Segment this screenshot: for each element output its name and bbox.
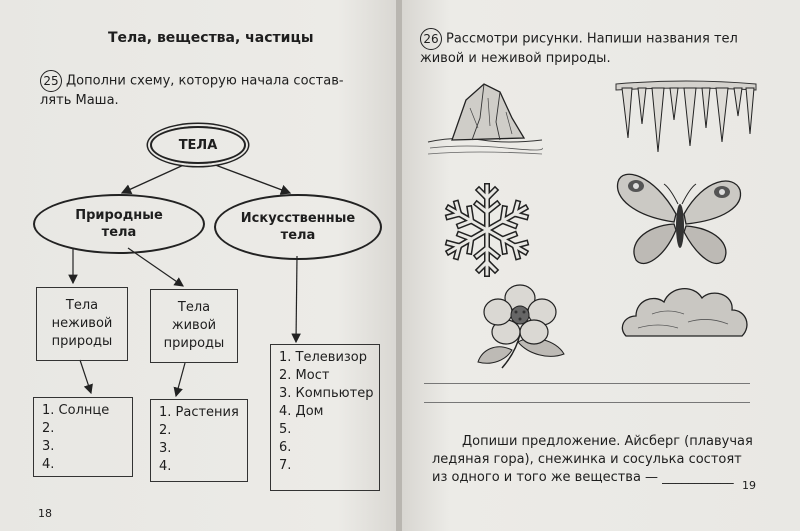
task-25-line2: лять Маша. [40, 93, 119, 108]
nonliving-nature-box [36, 287, 128, 361]
cloud-picture [618, 278, 752, 346]
sentence-line3: из одного и того же вещества — ___________ [432, 470, 734, 485]
task-25-text [40, 70, 344, 92]
list-item: 3. [159, 441, 172, 456]
answer-line[interactable] [424, 402, 750, 403]
nonliving-label-3: природы [51, 334, 113, 349]
list-item: 2. Мост [279, 368, 330, 383]
page-number-left: 18 [38, 507, 52, 520]
list-item: 3. [42, 439, 55, 454]
page-title: Тела, вещества, частицы [108, 30, 314, 46]
list-item: 3. Компьютер [279, 386, 374, 401]
list-item: 2. [42, 421, 55, 436]
artificial-bodies-oval [214, 194, 382, 260]
living-label-3: природы [163, 336, 225, 351]
right-page [402, 0, 800, 531]
living-list-box [150, 399, 248, 482]
page-number-right: 19 [742, 479, 756, 492]
task-26-line2: живой и неживой природы. [420, 51, 611, 66]
list-item: 4. [42, 457, 55, 472]
nonliving-label-1: Тела [65, 298, 99, 313]
list-item: 2. [159, 423, 172, 438]
natural-bodies-label-1: Природные [75, 208, 163, 223]
icicles-picture [612, 76, 760, 158]
butterfly-picture [614, 164, 744, 274]
iceberg-picture [426, 78, 544, 160]
list-item: 4. [159, 459, 172, 474]
natural-bodies-oval [33, 194, 205, 254]
living-label-1: Тела [177, 300, 211, 315]
list-item: 1. Растения [159, 405, 239, 420]
snowflake-picture [434, 180, 540, 280]
living-nature-box [150, 289, 238, 363]
scheme-root-oval [150, 126, 246, 164]
list-item: 7. [279, 458, 292, 473]
list-item: 6. [279, 440, 292, 455]
artificial-list-box [270, 344, 380, 491]
list-item: 1. Солнце [42, 403, 110, 418]
living-label-2: живой [171, 318, 217, 333]
list-item: 1. Телевизор [279, 350, 368, 365]
artificial-bodies-label-2: тела [280, 228, 316, 243]
left-page [0, 0, 398, 531]
answer-line[interactable] [424, 383, 750, 384]
task-number-badge: 25 [40, 70, 62, 92]
task-25-line1: Дополни схему, которую начала состав- [66, 73, 344, 89]
task-26-text [420, 28, 738, 50]
task-number-badge: 26 [420, 28, 442, 50]
sentence-line2: ледяная гора), снежинка и сосулька состоят [432, 452, 742, 467]
list-item: 4. Дом [279, 404, 324, 419]
flower-picture [472, 282, 576, 374]
natural-bodies-label-2: тела [101, 225, 137, 240]
task-26-line1: Рассмотри рисунки. Напиши названия тел [446, 31, 738, 47]
nonliving-list-box [33, 397, 133, 477]
nonliving-label-2: неживой [51, 316, 113, 331]
scheme-root-label: ТЕЛА [178, 137, 218, 153]
sentence-line1: Допиши предложение. Айсберг (плавучая [462, 434, 753, 449]
artificial-bodies-label-1: Искусственные [240, 211, 356, 226]
list-item: 5. [279, 422, 292, 437]
